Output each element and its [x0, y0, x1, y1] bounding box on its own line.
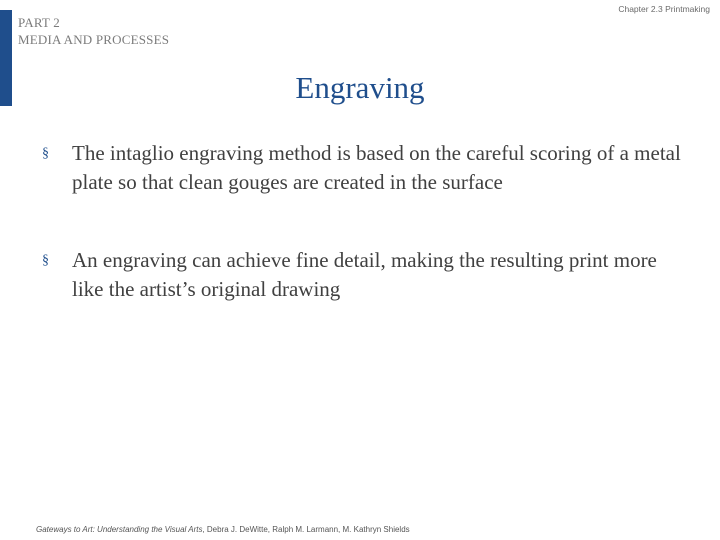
book-authors: , Debra J. DeWitte, Ralph M. Larmann, M. Kathryn Shields: [202, 525, 410, 534]
section-sign-icon: §: [42, 146, 49, 161]
bullet-text: The intaglio engraving method is based on the careful scoring of a metal plate so that clean gouges are created in the surface: [72, 141, 681, 194]
chapter-label: Chapter 2.3 Printmaking: [618, 4, 710, 14]
part-title: MEDIA AND PROCESSES: [18, 32, 170, 47]
bullet-item: [42, 246, 682, 304]
slide-title: Engraving: [295, 70, 425, 105]
part-label: [18, 14, 169, 48]
bullet-text: An engraving can achieve fine detail, making the resulting print more like the artist’s original drawing: [72, 248, 657, 301]
section-sign-icon: §: [42, 253, 49, 268]
bullet-item: [42, 139, 682, 197]
bullet-list: [42, 139, 682, 304]
footer-citation: [36, 525, 410, 534]
book-title: Gateways to Art: Understanding the Visual Arts: [36, 525, 203, 534]
part-number: PART 2: [18, 15, 60, 30]
